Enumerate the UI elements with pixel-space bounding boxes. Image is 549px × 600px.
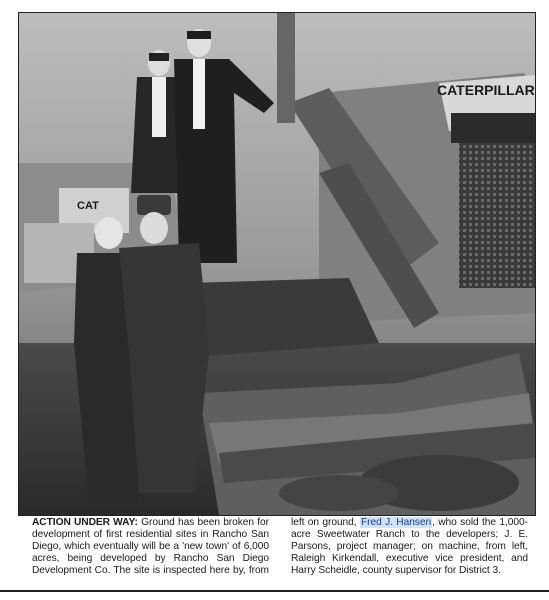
- machine-brand-label: CATERPILLAR: [437, 82, 535, 98]
- machine-brand-small-label: CAT: [77, 200, 99, 212]
- caption-lead: ACTION UNDER WAY:: [32, 517, 138, 528]
- caption-highlighted-name[interactable]: Fred J. Hansen: [360, 517, 432, 528]
- news-photo: [18, 12, 536, 516]
- photo-caption: [32, 517, 528, 577]
- caption-text-part-1: Ground has been broken for development of first residential sites in Rancho San Diego, which eventually will be a 'new town' of 6,000 acres, being developed by Rancho San Diego Development Co. The site is inspected here by, from left on ground,: [32, 517, 357, 577]
- page-bottom-rule: [0, 590, 549, 592]
- bulldozer-photo-illustration: [19, 13, 535, 515]
- caption-text-part-2: , who sold the 1,000-acre Sweetwater Ranch to the developers; J. E. Parsons, project manager; on machine, from left, Raleigh Kirkendall, executive vice president, and Harry Scheidle, county supervisor for District 3.: [291, 517, 528, 577]
